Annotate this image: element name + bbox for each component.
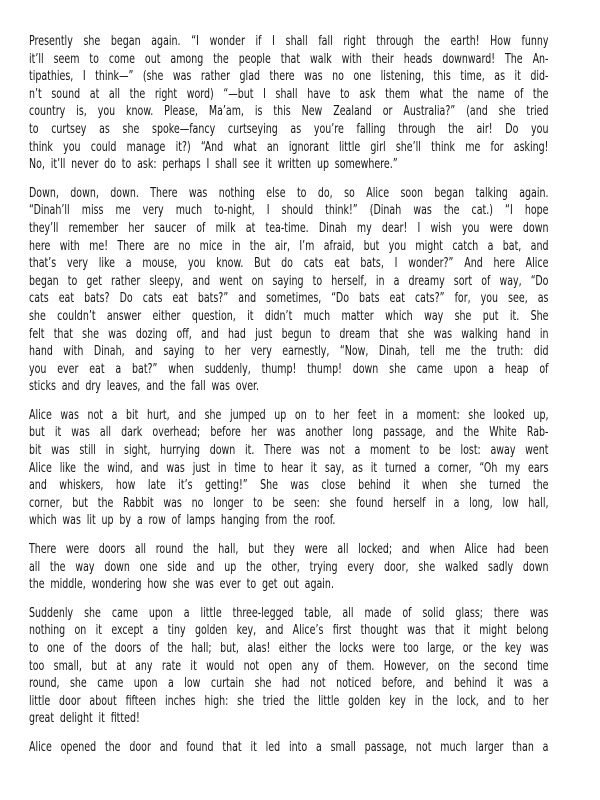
text-line: Alice opened the door and found that it led into a small passage, not much larger than a [29,738,549,755]
text-line: Alice like the wind, and was just in time to hear it say, as it turned a corner, “Oh my ears [29,459,549,476]
text-line: to one of the doors of the hall; but, alas! either the locks were too large, or the key was [29,640,549,656]
text-line: here with me! There are no mice in the air, I’m afraid, but you might catch a bat, and [29,237,549,254]
text-line: great delight it fitted! [29,710,140,727]
text-line: Down, down, down. There was nothing else to do, so Alice soon began talking again. [29,184,549,201]
text-line: that’s very like a mouse, you know. But do cats eat bats, I wonder?” And here Alice [29,255,549,272]
text-line: tipathies, I think—” (she was rather glad there was no one listening, this time, as it did- [29,68,549,85]
text-line: sticks and dry leaves, and the fall was over. [29,378,260,395]
text-line: they’ll remember her saucer of milk at tea-time. Dinah my dear! I wish you were down [29,219,549,236]
text-line: began to get rather sleepy, and went on saying to herself, in a dreamy sort of way, “Do [29,272,549,289]
paragraph [29,407,548,530]
text-line: “Dinah’ll miss me very much to-night, I should think!” (Dinah was the cat.) “I hope [29,202,549,219]
text-line: too small, but at any rate it would not open any of them. However, on the second time [29,657,549,674]
text-line: think you could manage it?) “And what an ignorant little girl she’ll think me for asking! [29,138,549,155]
text-line: n’t sound at all the right word) “—but I shall have to ask them what the name of the [29,85,549,102]
text-line: which was lit up by a row of lamps hanging from the roof. [29,512,336,529]
text-line: hand with Dinah, and saying to her very earnestly, “Now, Dinah, tell me the truth: did [29,343,549,360]
text-line: you ever eat a bat?” when suddenly, thump! thump! down she came upon a heap of [29,360,549,377]
text-line: all the way down one side and up the other, trying every door, she walked sadly down [29,558,549,575]
text-line: Suddenly she came upon a little three-legged table, all made of solid glass; there was [29,604,549,621]
text-line: No, it’ll never do to ask: perhaps I shall see it written up somewhere.” [29,156,398,173]
text-line: round, she came upon a low curtain she had not noticed before, and behind it was a [29,675,549,692]
paragraph [29,605,548,728]
text-line: and whiskers, how late it’s getting!” She was close behind it when she turned the [29,477,549,494]
text-line: felt that she was dozing off, and had just begun to dream that she was walking hand in [29,325,549,342]
text-content [29,33,548,768]
text-line: There were doors all round the hall, but they were all locked; and when Alice had been [29,541,549,558]
paragraph [29,185,548,396]
text-line: little door about fifteen inches high: she tried the little golden key in the lock, and to her [29,692,549,709]
text-line: bit was still in sight, hurrying down it. There was not a moment to be lost: away went [29,442,549,459]
text-line: corner, but the Rabbit was no longer to be seen: she found herself in a long, low hall, [29,494,549,511]
paragraph [29,739,548,757]
text-line: Presently she began again. “I wonder if I shall fall right through the earth! How funny [29,33,549,49]
text-line: to curtsey as she spoke—fancy curtseying as you’re falling through the air! Do you [29,120,549,137]
text-line: the middle, wondering how she was ever to get out again. [29,576,334,593]
text-line: it’ll seem to come out among the people that walk with their heads downward! The An- [29,50,549,67]
text-line: cats eat bats? Do cats eat bats?” and sometimes, “Do bats eat cats?” for, you see, as [29,290,549,307]
paragraph [29,541,548,594]
paragraph [29,33,548,174]
text-line: country is, you know. Please, Ma’am, is this New Zealand or Australia?” (and she tried [29,103,549,120]
text-line: nothing on it except a tiny golden key, and Alice’s first thought was that it might belong [29,622,549,639]
text-line: but it was all dark overhead; before her was another long passage, and the White Rab- [29,424,549,441]
text-line: she couldn’t answer either question, it didn’t much matter which way she put it. She [29,307,549,324]
text-line: Alice was not a bit hurt, and she jumped up on to her feet in a moment: she looked up, [29,406,549,423]
